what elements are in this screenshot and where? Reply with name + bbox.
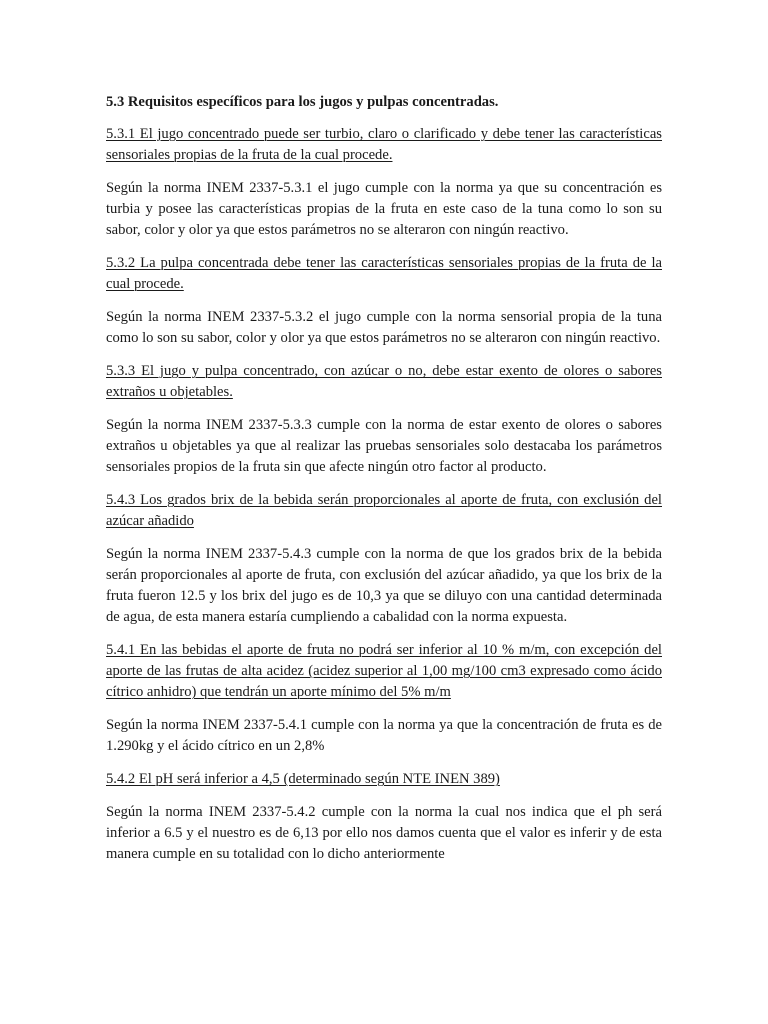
analysis-5-3-1: Según la norma INEM 2337-5.3.1 el jugo cumple con la norma ya que su concentración es turbia y posee las características propias de la fruta en este caso de la tuna como lo son su sabor, color y olor ya que estos parámetros no se alteraron con ningún reactivo. xyxy=(106,180,662,238)
section-heading: 5.3 Requisitos específicos para los jugos y pulpas concentradas. xyxy=(106,94,499,110)
requirement-5-4-1: 5.4.1 En las bebidas el aporte de fruta no podrá ser inferior al 10 % m/m, con excepción del aporte de las frutas de alta acidez (acidez superior al 1,00 mg/100 cm3 expresado como ácido cítrico anhidro) que tendrán un aporte mínimo del 5% m/m xyxy=(106,642,662,700)
requirement-5-3-1: 5.3.1 El jugo concentrado puede ser turbio, claro o clarificado y debe tener las características sensoriales propias de la fruta de la cual procede. xyxy=(106,126,662,163)
analysis-5-3-2: Según la norma INEM 2337-5.3.2 el jugo cumple con la norma sensorial propia de la tuna como lo son su sabor, color y olor ya que estos parámetros no se alteraron con ningún reactivo. xyxy=(106,309,662,346)
analysis-5-3-3: Según la norma INEM 2337-5.3.3 cumple con la norma de estar exento de olores o sabores extraños u objetables ya que al realizar las pruebas sensoriales solo destacaba los parámetros sensoriales propios de la fruta sin que afecte ningún otro factor al producto. xyxy=(106,417,662,475)
analysis-5-4-2: Según la norma INEM 2337-5.4.2 cumple con la norma la cual nos indica que el ph será inferior a 6.5 y el nuestro es de 6,13 por ello nos damos cuenta que el valor es inferir y de esta manera cumple en su totalidad con lo dicho anteriormente xyxy=(106,804,662,862)
analysis-5-4-1: Según la norma INEM 2337-5.4.1 cumple con la norma ya que la concentración de fruta es de 1.290kg y el ácido cítrico en un 2,8% xyxy=(106,717,662,754)
requirement-5-4-3: 5.4.3 Los grados brix de la bebida serán proporcionales al aporte de fruta, con exclusión del azúcar añadido xyxy=(106,492,662,529)
analysis-5-4-3: Según la norma INEM 2337-5.4.3 cumple con la norma de que los grados brix de la bebida serán proporcionales al aporte de fruta, con exclusión del azúcar añadido, ya que los brix de la fruta fueron 12.5 y los brix del jugo es de 10,3 ya que se diluyo con una cantidad determinada de agua, de esta manera estaría cumpliendo a cabalidad con la norma expuesta. xyxy=(106,546,662,625)
requirement-5-4-2: 5.4.2 El pH será inferior a 4,5 (determinado según NTE INEN 389) xyxy=(106,771,500,787)
requirement-5-3-3: 5.3.3 El jugo y pulpa concentrado, con azúcar o no, debe estar exento de olores o sabores extraños u objetables. xyxy=(106,363,662,400)
requirement-5-3-2: 5.3.2 La pulpa concentrada debe tener las características sensoriales propias de la fruta de la cual procede. xyxy=(106,255,662,292)
